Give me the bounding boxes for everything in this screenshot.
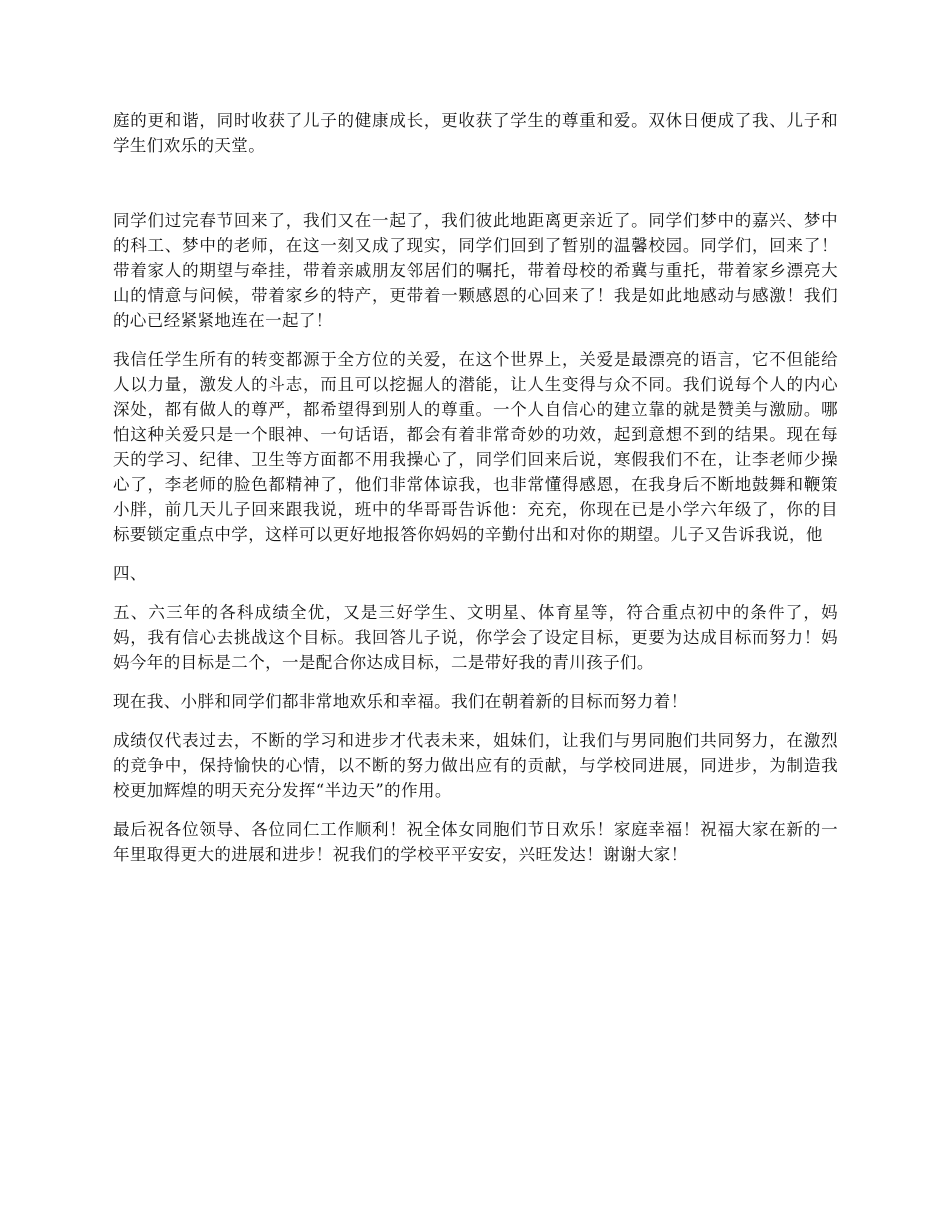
paragraph-2: 同学们过完春节回来了，我们又在一起了，我们彼此地距离更亲近了。同学们梦中的嘉兴、梦中的科工、梦中的老师，在这一刻又成了现实，同学们回到了暂别的温馨校园。同学们，回来了！带着家人的期望与牵挂，带着亲戚朋友邻居们的嘱托，带着母校的希冀与重托，带着家乡漂亮大山的情意与问候，带着家乡的特产，更带着一颗感恩的心回来了！我是如此地感动与感激！我们的心已经紧紧地连在一起了！	[113, 211, 838, 330]
paragraph-1: 庭的更和谐，同时收获了儿子的健康成长，更收获了学生的尊重和爱。双休日便成了我、儿子和学生们欢乐的天堂。	[113, 111, 838, 155]
paragraph-5: 五、六三年的各科成绩全优，又是三好学生、文明星、体育星等，符合重点初中的条件了，妈妈，我有信心去挑战这个目标。我回答儿子说，你学会了设定目标，更要为达成目标而努力！妈妈今年的目标是二个，一是配合你达成目标，二是带好我的青川孩子们。	[113, 603, 838, 672]
document-page	[113, 108, 838, 881]
paragraph-3: 我信任学生所有的转变都源于全方位的关爱，在这个世界上，关爱是最漂亮的语言，它不但能给人以力量，激发人的斗志，而且可以挖掘人的潜能，让人生变得与众不同。我们说每个人的内心深处，都有做人的尊严，都希望得到别人的尊重。一个人自信心的建立靠的就是赞美与激励。哪怕这种关爱只是一个眼神、一句话语，都会有着非常奇妙的功效，起到意想不到的结果。现在每天的学习、纪律、卫生等方面都不用我操心了，同学们回来后说，寒假我们不在，让李老师少操心了，李老师的脸色都精神了，他们非常体谅我，也非常懂得感恩，在我身后不断地鼓舞和鞭策小胖，前几天儿子回来跟我说，班中的华哥哥告诉他：充充，你现在已是小学六年级了，你的目标要锁定重点中学，这样可以更好地报答你妈妈的辛勤付出和对你的期望。儿子又告诉我说，他	[113, 350, 838, 544]
paragraph-4: 四、	[113, 564, 147, 583]
paragraph-7: 成绩仅代表过去，不断的学习和进步才代表未来，姐妹们，让我们与男同胞们共同努力，在激烈的竞争中，保持愉快的心情，以不断的努力做出应有的贡献，与学校同进展，同进步，为制造我校更加辉煌的明天充分发挥“半边天”的作用。	[113, 731, 838, 800]
paragraph-6: 现在我、小胖和同学们都非常地欢乐和幸福。我们在朝着新的目标而努力着！	[113, 692, 688, 711]
paragraph-8: 最后祝各位领导、各位同仁工作顺利！祝全体女同胞们节日欢乐！家庭幸福！祝福大家在新的一年里取得更大的进展和进步！祝我们的学校平平安安，兴旺发达！谢谢大家！	[113, 820, 838, 864]
